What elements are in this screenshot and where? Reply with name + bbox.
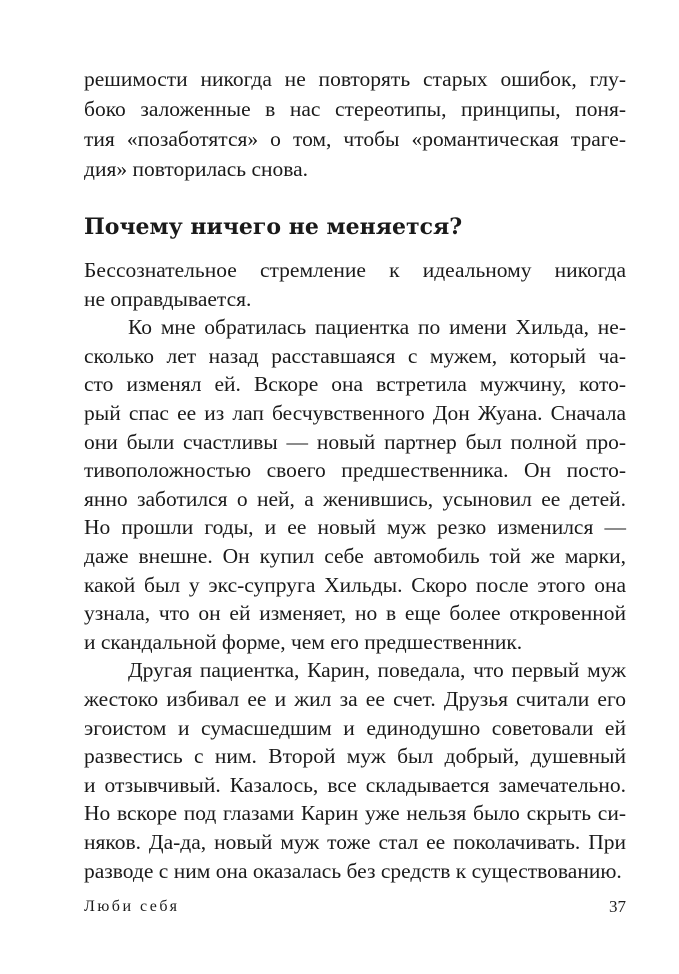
body-line: и скандальной форме, чем его предшественник. [84, 629, 523, 654]
intro-line: тия «позаботятся» о том, чтобы «романтическая траге- [84, 127, 626, 151]
body-line: даже внешне. Он купил себе автомобиль той же марки, [84, 544, 626, 568]
body-line: сколько лет назад расставшаяся с мужем, который ча- [84, 343, 626, 368]
body-line: Ко мне обратилась пациентка по имени Хильда, не- [128, 315, 626, 340]
body-line: жестоко избивал ее и жил за ее счет. Друзья считали его [84, 687, 626, 711]
body-line: какой был у экс-супруга Хильды. Скоро после этого она [84, 572, 626, 597]
body-line: эгоистом и сумасшедшим и единодушно советовали ей [84, 715, 626, 740]
body-line: янно заботился о ней, а женившись, усыновил ее детей. [84, 486, 626, 511]
body-line: тивоположностью своего предшественника. Он посто- [84, 458, 626, 483]
intro-line: боко заложенные в нас стереотипы, принципы, поня- [84, 97, 626, 121]
body-line: разводе с ним она оказалась без средств к существованию. [84, 858, 622, 883]
page-number: 37 [609, 897, 626, 916]
body-line: сто изменял ей. Вскоре она встретила мужчину, кото- [84, 372, 626, 397]
body-line: узнала, что он ей изменяет, но в еще более откровенной [84, 601, 626, 626]
body-line: они были счастливы — новый партнер был полной про- [84, 429, 626, 454]
body-line: Бессознательное стремление к идеальному никогда [84, 258, 626, 282]
body-line: и отзывчивый. Казалось, все складывается замечательно. [84, 772, 626, 797]
body-line: развестись с ним. Второй муж был добрый, душевный [84, 744, 626, 769]
intro-line: решимости никогда не повторять старых ошибок, глу- [84, 67, 626, 91]
body-line: не оправдывается. [84, 286, 252, 311]
intro-line: дия» повторилась снова. [84, 157, 309, 181]
body-line: Другая пациентка, Карин, поведала, что первый муж [128, 658, 626, 683]
body-line: Но вскоре под глазами Карин уже нельзя было скрыть си- [84, 801, 626, 826]
body-line: няков. Да-да, новый муж тоже стал ее поколачивать. При [84, 830, 626, 854]
running-footer-title: Люби себя [84, 898, 180, 915]
section-heading: Почему ничего не меняется? [84, 214, 463, 240]
body-line: рый спас ее из лап бесчувственного Дон Жуана. Сначала [84, 401, 626, 425]
body-line: Но прошли годы, и ее новый муж резко изменился — [84, 515, 626, 540]
